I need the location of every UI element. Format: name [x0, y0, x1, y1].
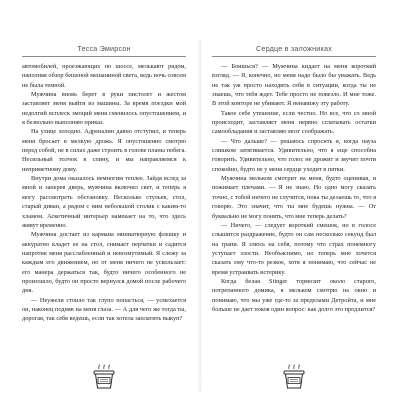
spine-gutter	[198, 40, 202, 392]
right-page	[212, 44, 376, 390]
left-header-rule	[22, 56, 186, 57]
right-header-rule	[212, 56, 376, 57]
paragraph: — Что дальше? — решаюсь спросить я, когда пауза слишком затягивается. Удивительно, что я еще способна говорить. Удивительно, что голос не дрожит и звучит почти спокойно, будто не у меня сердце уходит в пятки.	[212, 137, 376, 173]
paragraph: Мужчина мельком смотрит на меня, будто оценивая, и пожимает плечами. — Я не знаю. Но одно могу сказать точно, с тобой ничего не случится, пока ты делаешь то, что я говорю. Это значит, что ты мне будешь нужна. — От буквально не могу понять, что мне теперь делать?	[212, 175, 376, 220]
left-running-head: Тесса Эмирсон	[77, 44, 131, 53]
paragraph: Внутри дома оказалось немногим теплее. Зайдя вслед за мной и заперев дверь, мужчина включил свет, и теперь я могу рассмотреть обстановку. Несколько стульев, стол, старый диван, а рядом с ним небольшой столик с каким-то хламом. Аскетичный интерьер намекает на то, что здесь живут временно.	[22, 175, 186, 229]
coffee-cup-icon	[278, 364, 310, 390]
left-page	[22, 44, 186, 390]
paragraph: Мужчина достает из кармана миниатюрную флешку и аккуратно кладет ее на стол, снимает перчатки и садится напротив меня расслабленный и невозмутимый. Я слежу за каждым его движением, но от меня ничего не ускользает: его манера держаться так, будто ничего особенного не произошло, будто он просто вернулся домой после рабочего дня.	[22, 231, 186, 295]
paragraph: — Ничего, — следует короткий смешок, но в голосе слышится раздражение, будто он сам несколько секунд был на грани. Я злюсь на себя, потому что страх понемногу уступает злости. Необъяснимо, но теперь мне хочется сказать ему что-то резкое, хотя я понимаю, что сейчас не время устраивать истерику.	[212, 221, 376, 276]
paragraph: — Боишься? — Мужчина кидает на меня короткий взгляд. — Я, конечно, но меня надо было бы уважать. Ведь не так уж просто находить себя в ситуации, когда ты не знаешь, что тебя ждет. Тебе просто не повезло. И мне тоже. В этой конторе не убивают. Я ненавижу эту работу.	[212, 63, 376, 108]
left-page-text	[22, 62, 186, 362]
right-running-head: Сердце в заложниках	[255, 44, 333, 53]
paragraph: Мужчина вновь берет в руки пистолет и жестом заставляет меня выйти из машины. За время поездки мой недолгий всплеск эмоций меня сменилось опустошением, и я безвольно выполняю приказ.	[22, 91, 186, 127]
paragraph: — Неужели стоило так глупо попасться, — усмехается он, наконец подняв на меня глаза. — А для чего же тогда ты, дорогая, так себя ведешь, если так хотела заплатить выкуп?	[22, 296, 186, 323]
paragraph: Такое себе утешение, если честно. Но все, что со мной происходит, заставляет меня нервно сглатывать остатки самообладания и заставляю мозг соображать.	[212, 109, 376, 136]
paragraph: На улице холодно. Адреналин давно отступил, и теперь меня бросает в мелкую дрожь. Я опустошенно смотрю перед собой, не в силах даже строить в голове планы побега. Несильный толчок в спину, и мы направляемся к неприметному дому.	[22, 128, 186, 173]
paragraph: Когда белая Stinger тормозит около старого, потрепанного домика, я мельком смотрю на окно и понимаю, что мы уже где-то за пределами Детройта, и мне больше не дает покоя один вопрос: как долго это продлится?	[212, 277, 376, 313]
paragraph: автомобилей, проезжающих по шоссе, мелькают рядом, наполняя обзор бешеной мешаниной света, ведь ночь совсем не была темной.	[22, 63, 186, 89]
right-page-text	[212, 62, 376, 362]
coffee-cup-icon	[88, 364, 120, 390]
